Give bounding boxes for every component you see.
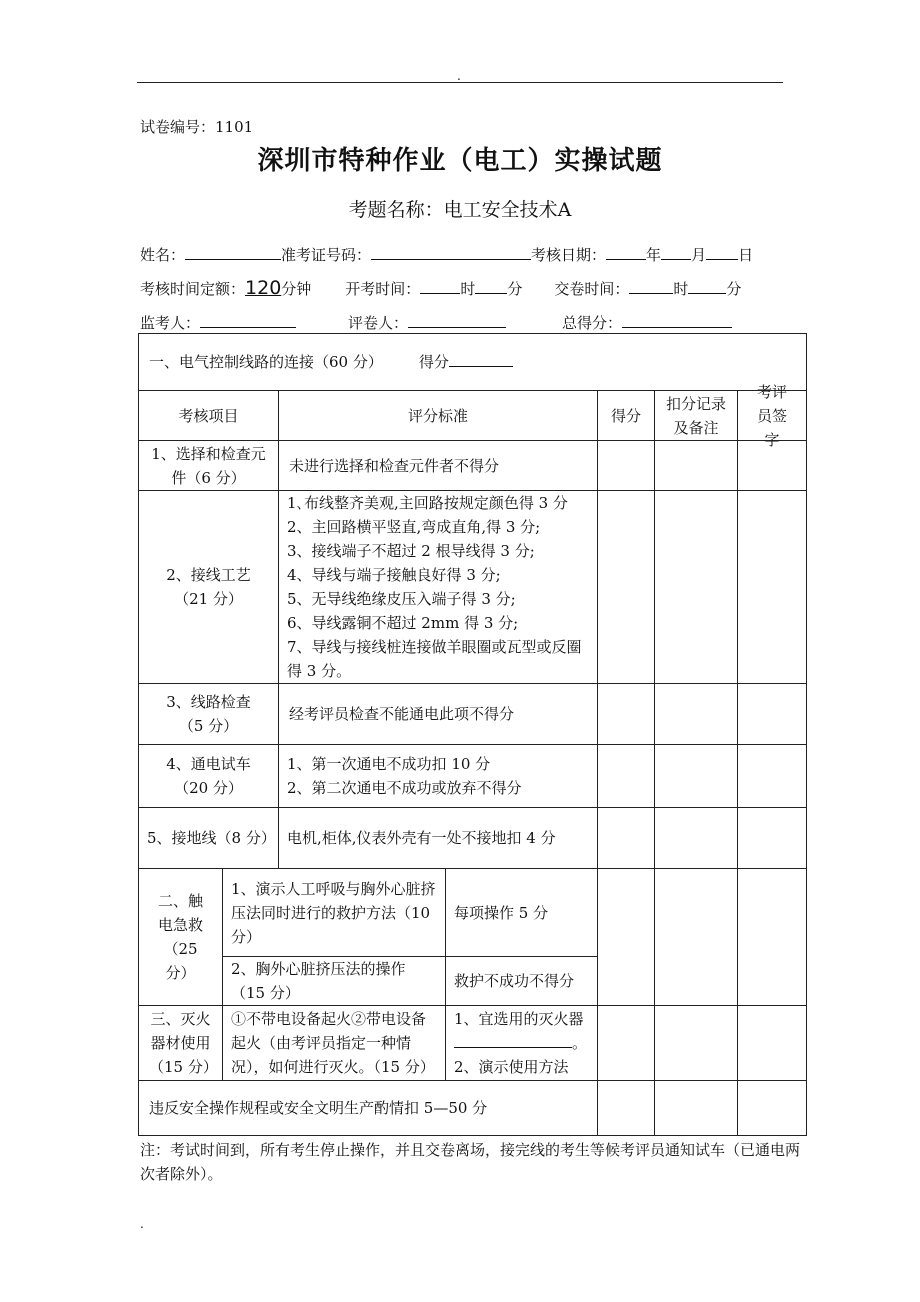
header-examiner: 考评员签字 — [737, 390, 807, 441]
violation-score-cell[interactable] — [597, 1080, 655, 1136]
grader-blank[interactable] — [408, 312, 506, 328]
row2-score-cell[interactable] — [597, 490, 655, 684]
submit-minute-blank[interactable] — [688, 278, 726, 294]
row3-deduction-cell[interactable] — [654, 683, 738, 745]
start-time-label: 开考时间： — [345, 280, 421, 298]
row4-score-cell[interactable] — [597, 744, 655, 808]
proctor-label: 监考人： — [140, 314, 201, 332]
fire-item: ①不带电设备起火②带电设备起火（由考评员指定一种情况），如何进行灭火。（15 分） — [222, 1005, 446, 1081]
fire-examiner-cell[interactable] — [737, 1005, 807, 1081]
year-blank[interactable] — [606, 244, 646, 260]
submit-minute-unit: 分 — [726, 280, 742, 298]
rescue-examiner-cell[interactable] — [737, 868, 807, 1006]
row3-score-cell[interactable] — [597, 683, 655, 745]
criteria-line: 6、导线露铜不超过 2mm 得 3 分; — [287, 614, 519, 632]
violation-examiner-cell[interactable] — [737, 1080, 807, 1136]
row5-deduction-cell[interactable] — [654, 807, 738, 869]
row1-deduction-cell[interactable] — [654, 440, 738, 491]
year-unit: 年 — [646, 246, 662, 264]
header-score: 得分 — [597, 390, 655, 441]
row1-criteria: 未进行选择和检查元件者不得分 — [278, 440, 598, 491]
row1-score-cell[interactable] — [597, 440, 655, 491]
section1-title: 一、电气控制线路的连接（60 分） — [149, 353, 383, 371]
page-title: 深圳市特种作业（电工）实操试题 — [257, 146, 663, 176]
grader-label: 评卷人： — [348, 314, 409, 332]
time-quota-unit: 分钟 — [281, 280, 312, 298]
month-blank[interactable] — [661, 244, 691, 260]
rescue-sub2-criteria: 救护不成功不得分 — [445, 956, 598, 1006]
row4-criteria — [278, 744, 598, 808]
start-minute-blank[interactable] — [475, 278, 507, 294]
fire-label: 三、灭火器材使用（15 分） — [138, 1005, 223, 1081]
row4-deduction-cell[interactable] — [654, 744, 738, 808]
row3-item: 3、线路检查（5 分） — [138, 683, 279, 745]
rescue-deduction-cell[interactable] — [654, 868, 738, 1006]
header-rule — [137, 82, 783, 83]
row5-score-cell[interactable] — [597, 807, 655, 869]
page-subtitle: 考题名称：电工安全技术A — [348, 199, 572, 221]
paper-serial: 试卷编号：1101 — [140, 118, 254, 136]
fire-criteria-line1: 1、宜选用的灭火器 — [454, 1010, 584, 1028]
criteria-line: 7、导线与接线桩连接做羊眼圈或瓦型或反圈得 3 分。 — [287, 638, 582, 680]
row1-examiner-cell[interactable] — [737, 440, 807, 491]
info-line-3 — [140, 312, 732, 333]
violation-text: 违反安全操作规程或安全文明生产酌情扣 5—50 分 — [138, 1080, 598, 1136]
fire-deduction-cell[interactable] — [654, 1005, 738, 1081]
fire-criteria-line2: 2、演示使用方法 — [454, 1058, 569, 1076]
row3-examiner-cell[interactable] — [737, 683, 807, 745]
row1-item: 1、选择和检查元件（6 分） — [138, 440, 279, 491]
row2-examiner-cell[interactable] — [737, 490, 807, 684]
start-minute-unit: 分 — [507, 280, 523, 298]
proctor-blank[interactable] — [200, 312, 296, 328]
rescue-sub1-item: 1、演示人工呼吸与胸外心脏挤压法同时进行的救护方法（10 分） — [222, 868, 446, 957]
criteria-line: 2、第二次通电不成功或放弃不得分 — [287, 779, 522, 797]
row5-item: 5、接地线（8 分） — [138, 807, 279, 869]
start-hour-unit: 时 — [460, 280, 476, 298]
time-quota-value: 120 — [245, 277, 282, 299]
rescue-score-cell[interactable] — [597, 868, 655, 1006]
row2-deduction-cell[interactable] — [654, 490, 738, 684]
criteria-line: 3、接线端子不超过 2 根导线得 3 分; — [287, 542, 535, 560]
submit-time-label: 交卷时间： — [554, 280, 630, 298]
date-label: 考核日期： — [531, 246, 607, 264]
header-item: 考核项目 — [138, 390, 279, 441]
row3-criteria: 经考评员检查不能通电此项不得分 — [278, 683, 598, 745]
row2-item: 2、接线工艺（21 分） — [138, 490, 279, 684]
total-score-label: 总得分： — [562, 314, 623, 332]
section1-score-label: 得分 — [418, 353, 449, 371]
section1-title-row — [138, 333, 807, 391]
criteria-line: 1、第一次通电不成功扣 10 分 — [287, 755, 491, 773]
day-blank[interactable] — [706, 244, 738, 260]
section1-score-blank[interactable] — [449, 351, 513, 367]
row4-examiner-cell[interactable] — [737, 744, 807, 808]
name-label: 姓名： — [140, 246, 186, 264]
submit-hour-blank[interactable] — [629, 278, 673, 294]
info-line-2 — [140, 277, 741, 299]
row2-criteria — [278, 490, 598, 684]
name-blank[interactable] — [185, 244, 281, 260]
criteria-line: 5、无导线绝缘皮压入端子得 3 分; — [287, 590, 516, 608]
ticket-blank[interactable] — [371, 244, 531, 260]
start-hour-blank[interactable] — [420, 278, 460, 294]
criteria-line: 1､布线整齐美观,主回路按规定颜色得 3 分 — [287, 494, 568, 512]
header-deduction: 扣分记录及备注 — [654, 390, 738, 441]
header-criteria: 评分标准 — [278, 390, 598, 441]
footer-dot: . — [140, 1217, 144, 1231]
row4-item: 4、通电试车（20 分） — [138, 744, 279, 808]
ticket-label: 准考证号码： — [281, 246, 372, 264]
header-dot: . — [457, 69, 461, 83]
violation-deduction-cell[interactable] — [654, 1080, 738, 1136]
criteria-line: 4、导线与端子接触良好得 3 分; — [287, 566, 501, 584]
day-unit: 日 — [738, 246, 754, 264]
fire-extinguisher-blank[interactable] — [454, 1032, 572, 1048]
footnote: 注：考试时间到，所有考生停止操作，并且交卷离场，接完线的考生等候考评员通知试车（已通电两次者除外）。 — [140, 1141, 801, 1183]
criteria-line: 2、主回路横平竖直,弯成直角,得 3 分; — [287, 518, 541, 536]
total-score-blank[interactable] — [622, 312, 732, 328]
submit-hour-unit: 时 — [673, 280, 689, 298]
rescue-sub2-item: 2、胸外心脏挤压法的操作（15 分） — [222, 956, 446, 1006]
fire-score-cell[interactable] — [597, 1005, 655, 1081]
info-line-1 — [140, 244, 753, 265]
rescue-label: 二、触电急救（25 分） — [138, 868, 223, 1006]
fire-criteria: 1、宜选用的灭火器 。 2、演示使用方法 — [445, 1005, 598, 1081]
row5-criteria: 电机,柜体,仪表外壳有一处不接地扣 4 分 — [278, 807, 598, 869]
row5-examiner-cell[interactable] — [737, 807, 807, 869]
month-unit: 月 — [691, 246, 707, 264]
rescue-sub1-criteria: 每项操作 5 分 — [445, 868, 598, 957]
time-quota-label: 考核时间定额： — [140, 280, 246, 298]
